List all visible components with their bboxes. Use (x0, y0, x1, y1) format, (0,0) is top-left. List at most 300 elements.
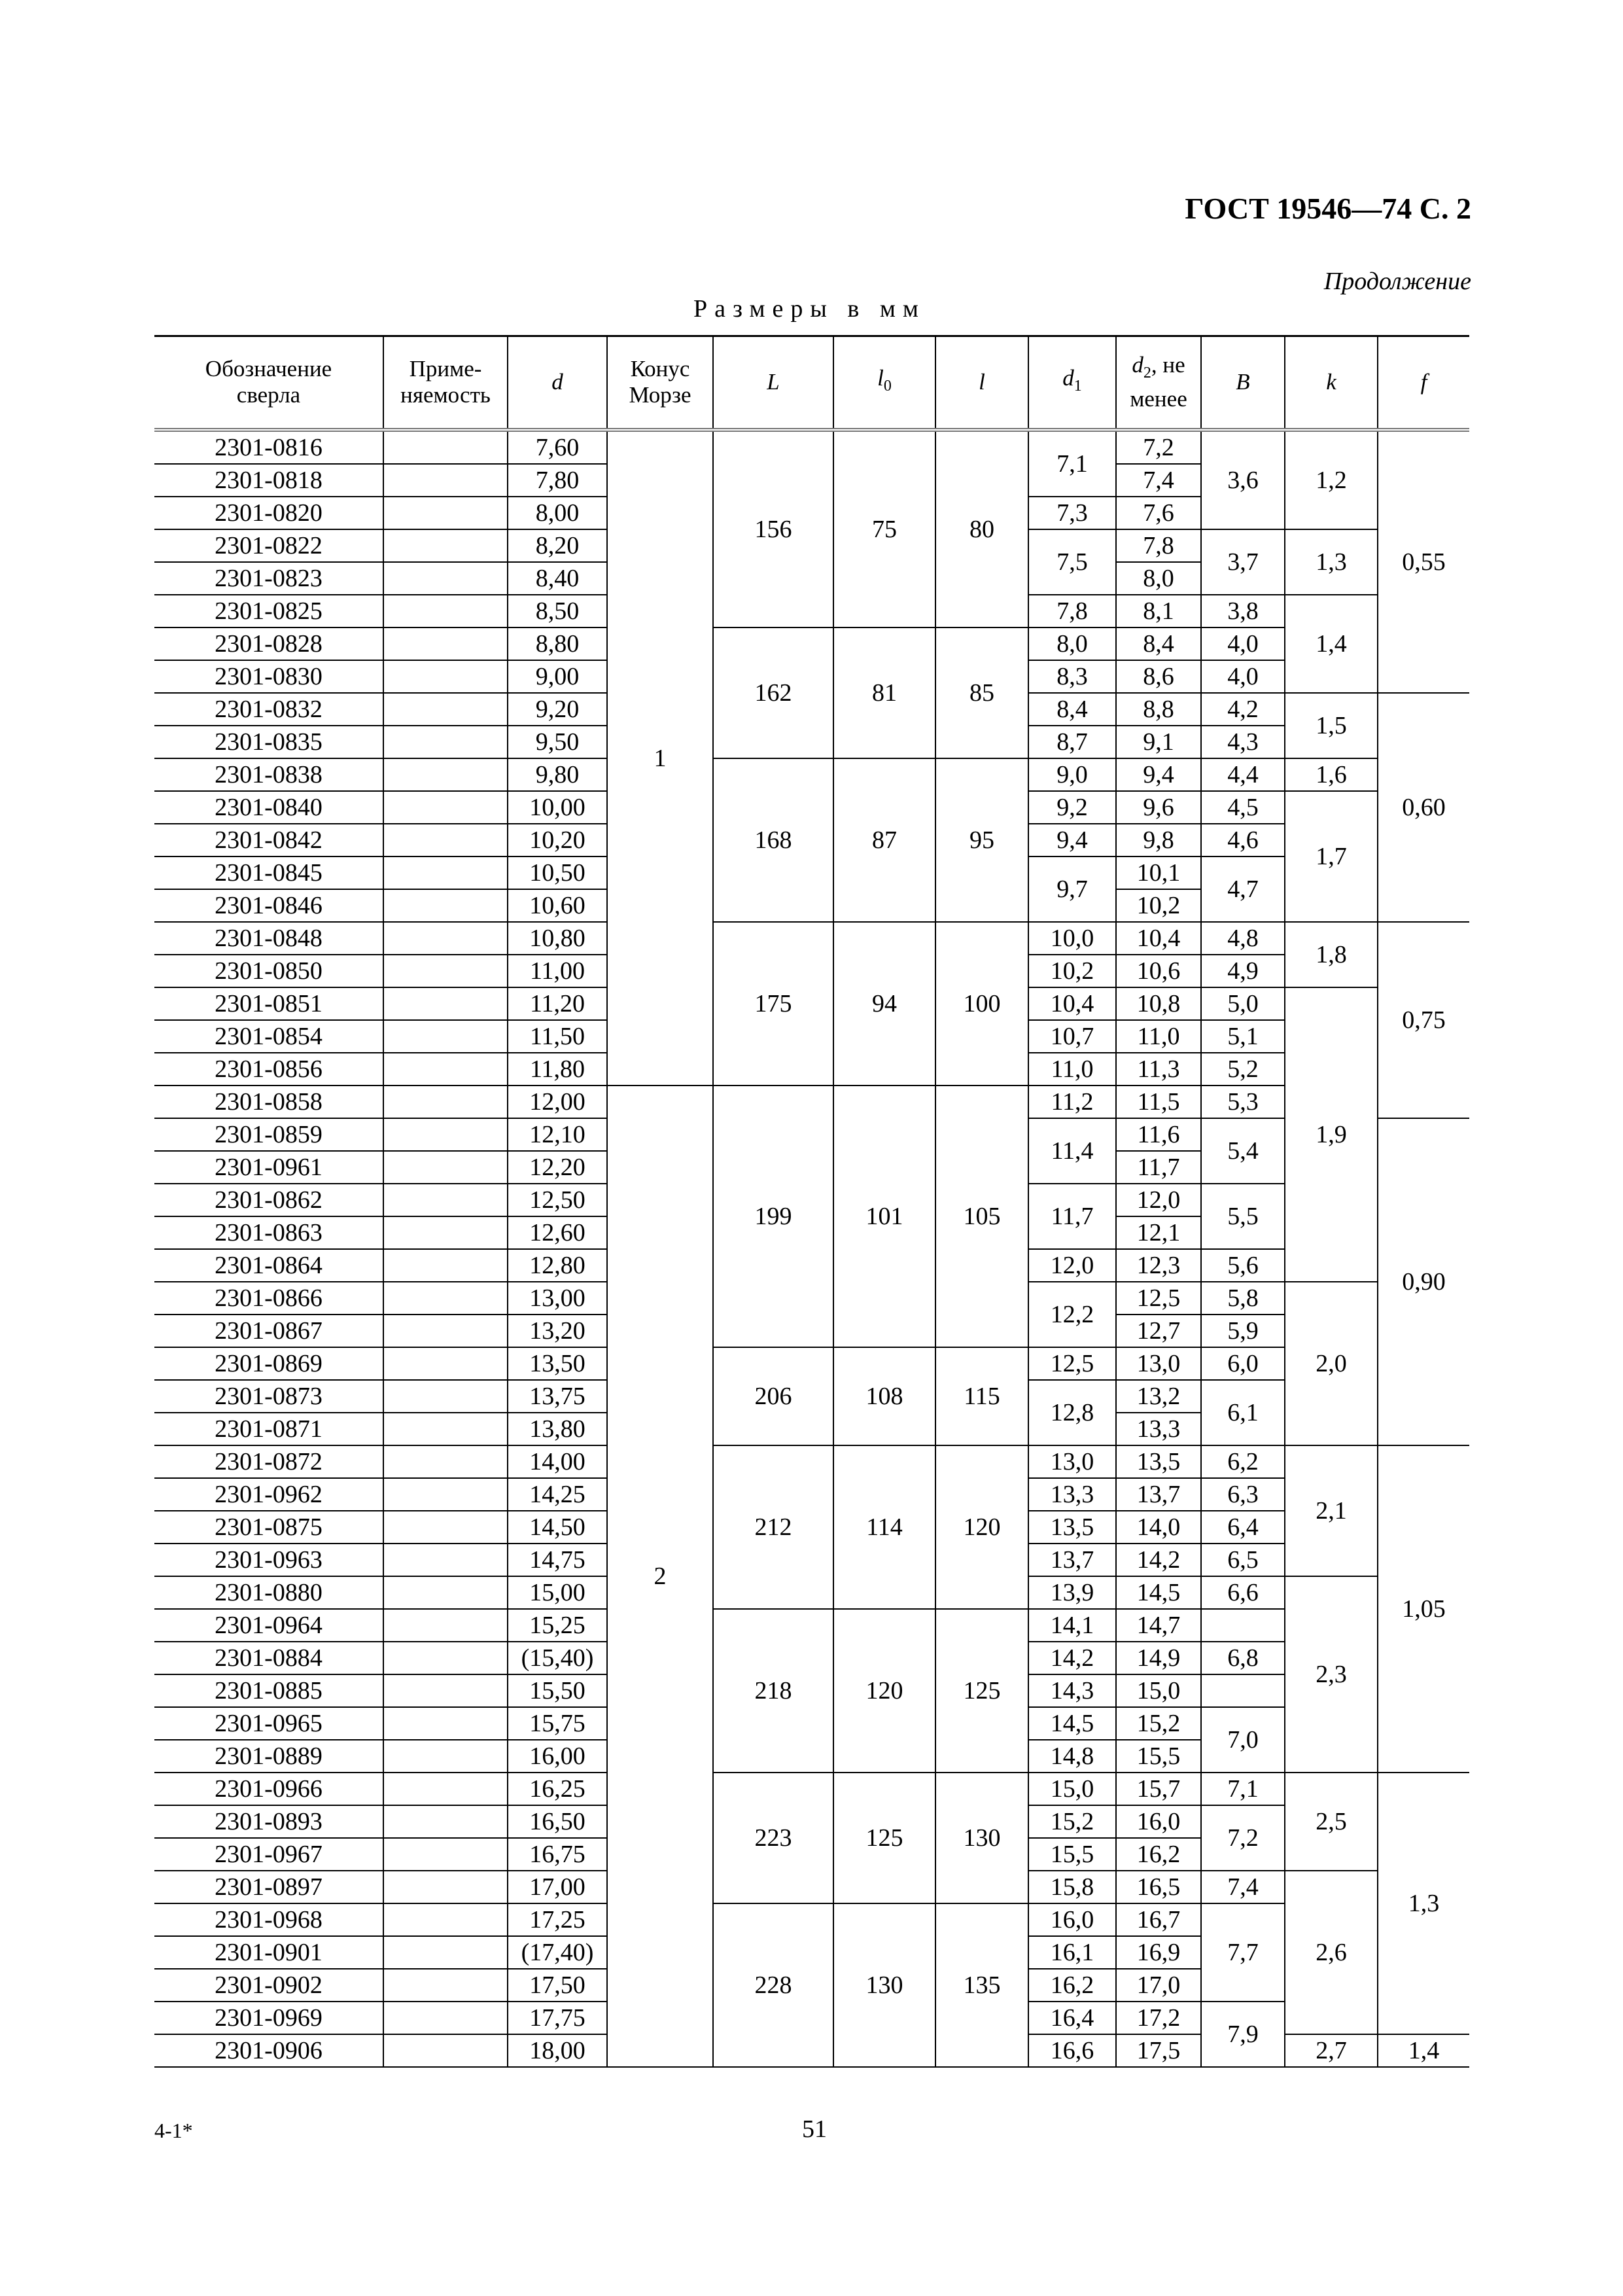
length-L: 162 (713, 627, 833, 758)
diameter-d2: 13,3 (1116, 1413, 1201, 1445)
diameter-d1: 8,0 (1028, 627, 1116, 660)
diameter-d: 17,25 (508, 1903, 607, 1936)
applicability-cell (383, 726, 508, 758)
diameter-d1: 16,2 (1028, 1969, 1116, 2002)
width-B: 5,5 (1201, 1184, 1285, 1249)
value-f: 0,90 (1378, 1118, 1469, 1445)
diameter-d1: 11,4 (1028, 1118, 1116, 1184)
diameter-d1: 10,7 (1028, 1020, 1116, 1053)
diameter-d: 17,00 (508, 1871, 607, 1903)
value-k: 1,2 (1285, 430, 1378, 529)
diameter-d1: 12,8 (1028, 1380, 1116, 1445)
applicability-cell (383, 1445, 508, 1478)
diameter-d1: 16,1 (1028, 1936, 1116, 1969)
col-header-l0: $l_0$ (833, 336, 935, 430)
diameter-d: 10,00 (508, 791, 607, 824)
diameter-d: 8,40 (508, 562, 607, 595)
diameter-d2: 10,4 (1116, 922, 1201, 955)
length-l0: 81 (833, 627, 935, 758)
width-B: 5,1 (1201, 1020, 1285, 1053)
applicability-cell (383, 1707, 508, 1740)
value-f: 1,4 (1378, 2034, 1469, 2067)
col-header-d1: $d_1$ (1028, 336, 1116, 430)
length-l0: 130 (833, 1903, 935, 2067)
diameter-d1: 16,6 (1028, 2034, 1116, 2067)
width-B: 4,6 (1201, 824, 1285, 857)
diameter-d: 13,20 (508, 1315, 607, 1347)
applicability-cell (383, 595, 508, 627)
applicability-cell (383, 1249, 508, 1282)
length-l0: 108 (833, 1347, 935, 1445)
diameter-d2: 10,8 (1116, 987, 1201, 1020)
diameter-d2: 14,0 (1116, 1511, 1201, 1544)
length-l: 100 (935, 922, 1028, 1086)
applicability-cell (383, 464, 508, 497)
diameter-d: 13,50 (508, 1347, 607, 1380)
drill-designation: 2301-0816 (154, 430, 383, 464)
applicability-cell (383, 1674, 508, 1707)
width-B: 5,4 (1201, 1118, 1285, 1184)
drill-designation: 2301-0838 (154, 758, 383, 791)
applicability-cell (383, 1315, 508, 1347)
width-B: 3,7 (1201, 529, 1285, 595)
length-L: 168 (713, 758, 833, 922)
diameter-d1: 7,3 (1028, 497, 1116, 529)
table-body (154, 430, 1469, 2067)
diameter-d1: 13,0 (1028, 1445, 1116, 1478)
col-header-morse: Конус Морзе (607, 336, 713, 430)
applicability-cell (383, 1642, 508, 1674)
applicability-cell (383, 824, 508, 857)
drill-designation: 2301-0961 (154, 1151, 383, 1184)
drill-designation: 2301-0889 (154, 1740, 383, 1773)
width-B (1201, 1674, 1285, 1707)
diameter-d2: 9,6 (1116, 791, 1201, 824)
width-B: 6,3 (1201, 1478, 1285, 1511)
length-l: 125 (935, 1609, 1028, 1773)
diameter-d1: 10,0 (1028, 922, 1116, 955)
diameter-d2: 16,9 (1116, 1936, 1201, 1969)
applicability-cell (383, 1609, 508, 1642)
width-B: 7,7 (1201, 1903, 1285, 2002)
width-B: 7,9 (1201, 2002, 1285, 2067)
length-L: 206 (713, 1347, 833, 1445)
diameter-d: 14,00 (508, 1445, 607, 1478)
drill-designation: 2301-0897 (154, 1871, 383, 1903)
drill-designation: 2301-0966 (154, 1773, 383, 1805)
width-B: 5,2 (1201, 1053, 1285, 1086)
diameter-d: 12,80 (508, 1249, 607, 1282)
diameter-d: 15,50 (508, 1674, 607, 1707)
diameter-d1: 15,2 (1028, 1805, 1116, 1838)
value-k: 1,7 (1285, 791, 1378, 922)
applicability-cell (383, 922, 508, 955)
diameter-d1: 16,0 (1028, 1903, 1116, 1936)
units-caption: Размеры в мм (693, 295, 926, 323)
diameter-d: 12,50 (508, 1184, 607, 1216)
applicability-cell (383, 1053, 508, 1086)
drill-designation: 2301-0825 (154, 595, 383, 627)
drill-designation: 2301-0854 (154, 1020, 383, 1053)
length-L: 199 (713, 1086, 833, 1347)
diameter-d1: 16,4 (1028, 2002, 1116, 2034)
drill-designation: 2301-0871 (154, 1413, 383, 1445)
diameter-d2: 8,0 (1116, 562, 1201, 595)
length-L: 156 (713, 430, 833, 627)
diameter-d2: 11,3 (1116, 1053, 1201, 1086)
width-B: 7,0 (1201, 1707, 1285, 1773)
length-L: 228 (713, 1903, 833, 2067)
applicability-cell (383, 1413, 508, 1445)
width-B: 7,4 (1201, 1871, 1285, 1903)
width-B: 7,2 (1201, 1805, 1285, 1871)
diameter-d1: 9,4 (1028, 824, 1116, 857)
diameter-d2: 16,5 (1116, 1871, 1201, 1903)
diameter-d1: 12,0 (1028, 1249, 1116, 1282)
diameter-d1: 14,5 (1028, 1707, 1116, 1740)
col-header-L: L (713, 336, 833, 430)
diameter-d2: 13,2 (1116, 1380, 1201, 1413)
length-l: 95 (935, 758, 1028, 922)
table-row (154, 1609, 1469, 1642)
applicability-cell (383, 529, 508, 562)
drill-designation: 2301-0875 (154, 1511, 383, 1544)
drill-designation: 2301-0872 (154, 1445, 383, 1478)
length-L: 218 (713, 1609, 833, 1773)
table-row (154, 430, 1469, 464)
applicability-cell (383, 1380, 508, 1413)
diameter-d1: 13,7 (1028, 1544, 1116, 1576)
drill-designation: 2301-0906 (154, 2034, 383, 2067)
applicability-cell (383, 987, 508, 1020)
width-B: 6,8 (1201, 1642, 1285, 1674)
drill-designation: 2301-0820 (154, 497, 383, 529)
diameter-d2: 7,2 (1116, 430, 1201, 464)
diameter-d: 13,75 (508, 1380, 607, 1413)
length-l0: 87 (833, 758, 935, 922)
diameter-d2: 9,4 (1116, 758, 1201, 791)
diameter-d1: 8,4 (1028, 693, 1116, 726)
table-row (154, 1903, 1469, 1936)
width-B: 6,2 (1201, 1445, 1285, 1478)
diameter-d2: 7,8 (1116, 529, 1201, 562)
drill-designation: 2301-0850 (154, 955, 383, 987)
value-f: 0,60 (1378, 693, 1469, 922)
diameter-d2: 7,4 (1116, 464, 1201, 497)
diameter-d2: 13,7 (1116, 1478, 1201, 1511)
value-k: 2,6 (1285, 1871, 1378, 2034)
applicability-cell (383, 955, 508, 987)
diameter-d2: 11,6 (1116, 1118, 1201, 1151)
diameter-d1: 11,0 (1028, 1053, 1116, 1086)
page-number: 51 (802, 2115, 827, 2143)
diameter-d: 13,80 (508, 1413, 607, 1445)
diameter-d: 7,60 (508, 430, 607, 464)
applicability-cell (383, 889, 508, 922)
diameter-d: 11,00 (508, 955, 607, 987)
value-f: 0,75 (1378, 922, 1469, 1118)
drill-designation: 2301-0863 (154, 1216, 383, 1249)
diameter-d: 10,20 (508, 824, 607, 857)
diameter-d: 9,50 (508, 726, 607, 758)
diameter-d: 8,00 (508, 497, 607, 529)
value-k: 2,5 (1285, 1773, 1378, 1871)
diameter-d1: 14,2 (1028, 1642, 1116, 1674)
drill-designation: 2301-0818 (154, 464, 383, 497)
diameter-d2: 13,5 (1116, 1445, 1201, 1478)
diameter-d2: 15,7 (1116, 1773, 1201, 1805)
diameter-d2: 17,5 (1116, 2034, 1201, 2067)
width-B: 4,4 (1201, 758, 1285, 791)
diameter-d: 8,80 (508, 627, 607, 660)
width-B: 4,8 (1201, 922, 1285, 955)
col-header-B: B (1201, 336, 1285, 430)
col-header-designation: Обозначение сверла (154, 336, 383, 430)
diameter-d: 10,50 (508, 857, 607, 889)
diameter-d1: 7,1 (1028, 430, 1116, 497)
drill-designation: 2301-0828 (154, 627, 383, 660)
applicability-cell (383, 693, 508, 726)
diameter-d: 14,75 (508, 1544, 607, 1576)
width-B: 6,1 (1201, 1380, 1285, 1445)
diameter-d: 9,00 (508, 660, 607, 693)
applicability-cell (383, 2034, 508, 2067)
value-k: 1,3 (1285, 529, 1378, 595)
applicability-cell (383, 1969, 508, 2002)
diameter-d2: 11,0 (1116, 1020, 1201, 1053)
width-B: 4,3 (1201, 726, 1285, 758)
diameter-d1: 9,0 (1028, 758, 1116, 791)
value-f: 0,55 (1378, 430, 1469, 693)
width-B: 5,8 (1201, 1282, 1285, 1315)
width-B: 6,5 (1201, 1544, 1285, 1576)
width-B: 5,3 (1201, 1086, 1285, 1118)
length-l: 85 (935, 627, 1028, 758)
width-B: 5,9 (1201, 1315, 1285, 1347)
diameter-d2: 12,5 (1116, 1282, 1201, 1315)
diameter-d2: 15,0 (1116, 1674, 1201, 1707)
diameter-d2: 17,0 (1116, 1969, 1201, 2002)
width-B: 7,1 (1201, 1773, 1285, 1805)
drill-designation: 2301-0885 (154, 1674, 383, 1707)
col-header-applicability: Приме- няемость (383, 336, 508, 430)
value-k: 1,6 (1285, 758, 1378, 791)
diameter-d1: 9,7 (1028, 857, 1116, 922)
drill-designation: 2301-0901 (154, 1936, 383, 1969)
drill-designation: 2301-0967 (154, 1838, 383, 1871)
length-l: 115 (935, 1347, 1028, 1445)
diameter-d2: 14,7 (1116, 1609, 1201, 1642)
continuation-label: Продолжение (1323, 268, 1471, 295)
diameter-d2: 8,1 (1116, 595, 1201, 627)
length-l: 120 (935, 1445, 1028, 1609)
drill-designation: 2301-0851 (154, 987, 383, 1020)
drill-designation: 2301-0862 (154, 1184, 383, 1216)
width-B: 3,6 (1201, 430, 1285, 529)
drill-designation: 2301-0835 (154, 726, 383, 758)
length-l: 135 (935, 1903, 1028, 2067)
value-k: 1,9 (1285, 987, 1378, 1282)
diameter-d1: 10,2 (1028, 955, 1116, 987)
diameter-d2: 16,7 (1116, 1903, 1201, 1936)
diameter-d: 10,80 (508, 922, 607, 955)
diameter-d2: 10,1 (1116, 857, 1201, 889)
drill-designation: 2301-0846 (154, 889, 383, 922)
width-B: 4,0 (1201, 627, 1285, 660)
applicability-cell (383, 791, 508, 824)
applicability-cell (383, 1086, 508, 1118)
diameter-d2: 12,3 (1116, 1249, 1201, 1282)
applicability-cell (383, 1871, 508, 1903)
applicability-cell (383, 1805, 508, 1838)
diameter-d2: 12,7 (1116, 1315, 1201, 1347)
diameter-d: 14,50 (508, 1511, 607, 1544)
diameter-d: 12,20 (508, 1151, 607, 1184)
applicability-cell (383, 1544, 508, 1576)
applicability-cell (383, 1773, 508, 1805)
diameter-d: 9,80 (508, 758, 607, 791)
applicability-cell (383, 1184, 508, 1216)
applicability-cell (383, 1936, 508, 1969)
drill-designation: 2301-0884 (154, 1642, 383, 1674)
length-L: 212 (713, 1445, 833, 1609)
width-B: 5,0 (1201, 987, 1285, 1020)
drill-designation: 2301-0880 (154, 1576, 383, 1609)
drill-designation: 2301-0867 (154, 1315, 383, 1347)
diameter-d1: 15,5 (1028, 1838, 1116, 1871)
diameter-d1: 9,2 (1028, 791, 1116, 824)
value-f: 1,3 (1378, 1773, 1469, 2034)
width-B: 3,8 (1201, 595, 1285, 627)
applicability-cell (383, 627, 508, 660)
diameter-d: 10,60 (508, 889, 607, 922)
drill-designation: 2301-0832 (154, 693, 383, 726)
diameter-d2: 8,6 (1116, 660, 1201, 693)
width-B (1201, 1609, 1285, 1642)
value-k: 1,4 (1285, 595, 1378, 693)
length-l0: 125 (833, 1773, 935, 1903)
applicability-cell (383, 1511, 508, 1544)
drill-designation: 2301-0866 (154, 1282, 383, 1315)
diameter-d2: 15,2 (1116, 1707, 1201, 1740)
diameter-d: 11,80 (508, 1053, 607, 1086)
diameter-d: 17,50 (508, 1969, 607, 2002)
applicability-cell (383, 1478, 508, 1511)
diameter-d1: 15,8 (1028, 1871, 1116, 1903)
col-header-d: d (508, 336, 607, 430)
width-B: 4,9 (1201, 955, 1285, 987)
applicability-cell (383, 2002, 508, 2034)
diameter-d: 13,00 (508, 1282, 607, 1315)
width-B: 4,2 (1201, 693, 1285, 726)
diameter-d2: 14,2 (1116, 1544, 1201, 1576)
diameter-d1: 14,3 (1028, 1674, 1116, 1707)
diameter-d1: 7,8 (1028, 595, 1116, 627)
col-header-k: k (1285, 336, 1378, 430)
drill-designation: 2301-0969 (154, 2002, 383, 2034)
diameter-d: 14,25 (508, 1478, 607, 1511)
table-row (154, 758, 1469, 791)
diameter-d2: 12,1 (1116, 1216, 1201, 1249)
value-k: 1,5 (1285, 693, 1378, 758)
diameter-d: (17,40) (508, 1936, 607, 1969)
diameter-d: 12,60 (508, 1216, 607, 1249)
diameter-d: 15,75 (508, 1707, 607, 1740)
width-B: 4,5 (1201, 791, 1285, 824)
width-B: 5,6 (1201, 1249, 1285, 1282)
diameter-d2: 9,8 (1116, 824, 1201, 857)
diameter-d1: 14,8 (1028, 1740, 1116, 1773)
diameter-d2: 10,2 (1116, 889, 1201, 922)
width-B: 4,7 (1201, 857, 1285, 922)
col-header-l: l (935, 336, 1028, 430)
diameter-d1: 11,2 (1028, 1086, 1116, 1118)
width-B: 4,0 (1201, 660, 1285, 693)
diameter-d1: 11,7 (1028, 1184, 1116, 1249)
applicability-cell (383, 1740, 508, 1773)
diameter-d2: 9,1 (1116, 726, 1201, 758)
diameter-d: 11,50 (508, 1020, 607, 1053)
diameter-d: 12,10 (508, 1118, 607, 1151)
length-l0: 120 (833, 1609, 935, 1773)
applicability-cell (383, 1903, 508, 1936)
diameter-d: 8,50 (508, 595, 607, 627)
drill-designation: 2301-0858 (154, 1086, 383, 1118)
applicability-cell (383, 1576, 508, 1609)
length-l: 80 (935, 430, 1028, 627)
diameter-d2: 11,5 (1116, 1086, 1201, 1118)
width-B: 6,0 (1201, 1347, 1285, 1380)
applicability-cell (383, 1216, 508, 1249)
diameter-d1: 10,4 (1028, 987, 1116, 1020)
applicability-cell (383, 1282, 508, 1315)
drill-designation: 2301-0964 (154, 1609, 383, 1642)
value-k: 2,7 (1285, 2034, 1378, 2067)
diameter-d: 16,00 (508, 1740, 607, 1773)
length-l0: 94 (833, 922, 935, 1086)
applicability-cell (383, 1151, 508, 1184)
diameter-d2: 12,0 (1116, 1184, 1201, 1216)
width-B: 6,4 (1201, 1511, 1285, 1544)
footer-code: 4-1* (154, 2119, 193, 2142)
drill-designation: 2301-0848 (154, 922, 383, 955)
diameter-d1: 7,5 (1028, 529, 1116, 595)
drill-designation: 2301-0893 (154, 1805, 383, 1838)
diameter-d: 16,75 (508, 1838, 607, 1871)
drill-designation: 2301-0822 (154, 529, 383, 562)
diameter-d1: 12,5 (1028, 1347, 1116, 1380)
drill-designation: 2301-0962 (154, 1478, 383, 1511)
diameter-d2: 15,5 (1116, 1740, 1201, 1773)
diameter-d2: 7,6 (1116, 497, 1201, 529)
length-l0: 101 (833, 1086, 935, 1347)
diameter-d2: 16,2 (1116, 1838, 1201, 1871)
drill-designation: 2301-0864 (154, 1249, 383, 1282)
table-header-row (154, 336, 1469, 430)
drill-designation: 2301-0842 (154, 824, 383, 857)
diameter-d2: 11,7 (1116, 1151, 1201, 1184)
diameter-d2: 14,5 (1116, 1576, 1201, 1609)
diameter-d2: 17,2 (1116, 2002, 1201, 2034)
applicability-cell (383, 660, 508, 693)
diameter-d: 17,75 (508, 2002, 607, 2034)
diameter-d: 16,50 (508, 1805, 607, 1838)
diameter-d2: 10,6 (1116, 955, 1201, 987)
value-k: 2,3 (1285, 1576, 1378, 1773)
diameter-d: 8,20 (508, 529, 607, 562)
value-k: 2,0 (1285, 1282, 1378, 1445)
table-row (154, 1445, 1469, 1478)
